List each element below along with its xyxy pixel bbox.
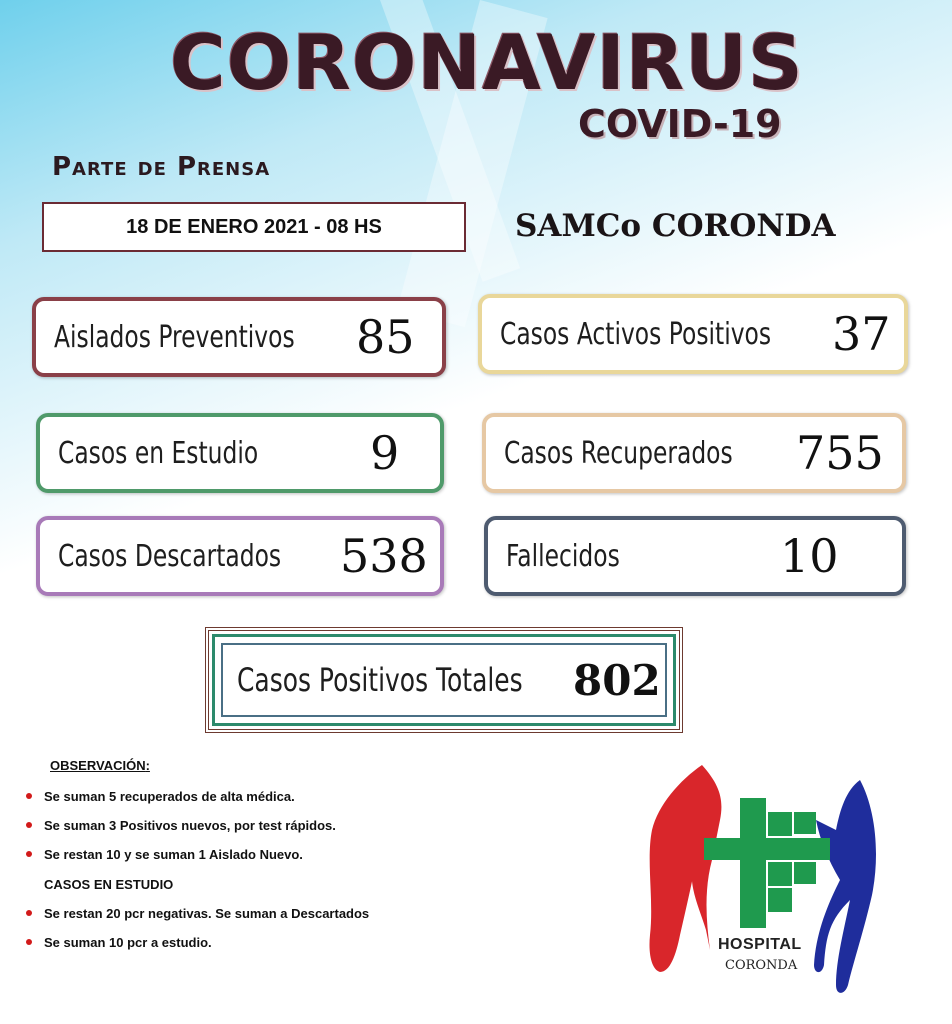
date-text: 18 DE ENERO 2021 - 08 HS xyxy=(126,215,382,238)
stat-casos-en-estudio xyxy=(36,413,444,493)
observation-item xyxy=(44,935,212,950)
observation-item xyxy=(44,818,336,833)
observation-text: Se suman 3 Positivos nuevos, por test rápidos. xyxy=(44,818,336,833)
stat-value: 755 xyxy=(796,426,884,480)
logo-text-coronda: CORONDA xyxy=(725,958,798,973)
stat-label: Fallecidos xyxy=(506,538,620,574)
stat-fallecidos xyxy=(484,516,906,596)
press-release-label: Parte de Prensa xyxy=(52,152,271,182)
observation-item xyxy=(44,847,303,862)
stat-label: Aislados Preventivos xyxy=(54,319,295,355)
total-label: Casos Positivos Totales xyxy=(237,661,523,699)
page-title: CORONAVIRUS xyxy=(170,18,804,107)
observation-text: Se suman 5 recuperados de alta médica. xyxy=(44,789,295,804)
total-positive-cases-box xyxy=(205,627,683,733)
stat-value: 37 xyxy=(832,307,891,361)
logo-text-hospital: HOSPITAL xyxy=(718,936,802,953)
stat-label: Casos Recuperados xyxy=(504,435,733,471)
observations-title-text: OBSERVACIÓN xyxy=(50,758,146,773)
observation-item xyxy=(44,906,369,921)
bullet-icon xyxy=(26,822,32,828)
stat-value: 10 xyxy=(780,529,839,583)
date-box xyxy=(42,202,466,252)
total-value: 802 xyxy=(573,655,661,705)
bullet-icon xyxy=(26,851,32,857)
stat-label: Casos Descartados xyxy=(58,538,282,574)
stat-value: 9 xyxy=(370,426,400,480)
cases-in-study-heading: CASOS EN ESTUDIO xyxy=(44,877,174,892)
blue-hand-shape xyxy=(814,780,876,993)
observation-item xyxy=(44,789,295,804)
observations-title: OBSERVACIÓN: xyxy=(50,758,150,773)
observation-text: Se suman 10 pcr a estudio. xyxy=(44,935,212,950)
red-hand-shape xyxy=(649,765,721,972)
total-inner-frame xyxy=(221,643,667,717)
institution-name: SAMCo CORONDA xyxy=(515,208,836,244)
green-cross-icon xyxy=(704,798,830,928)
stat-value: 85 xyxy=(356,310,415,364)
stat-casos-recuperados xyxy=(482,413,906,493)
stat-aislados-preventivos xyxy=(32,297,446,377)
observation-text: Se restan 20 pcr negativas. Se suman a Descartados xyxy=(44,906,370,921)
stat-label: Casos Activos Positivos xyxy=(500,316,772,352)
observation-text: Se restan 10 y se suman 1 Aislado Nuevo. xyxy=(44,847,303,862)
stat-value: 538 xyxy=(340,529,428,583)
stat-casos-descartados xyxy=(36,516,444,596)
bullet-icon xyxy=(26,939,32,945)
bullet-icon xyxy=(26,793,32,799)
stat-label: Casos en Estudio xyxy=(58,435,259,471)
bullet-icon xyxy=(26,910,32,916)
stat-casos-activos-positivos xyxy=(478,294,908,374)
page-subtitle: COVID-19 xyxy=(578,102,782,146)
